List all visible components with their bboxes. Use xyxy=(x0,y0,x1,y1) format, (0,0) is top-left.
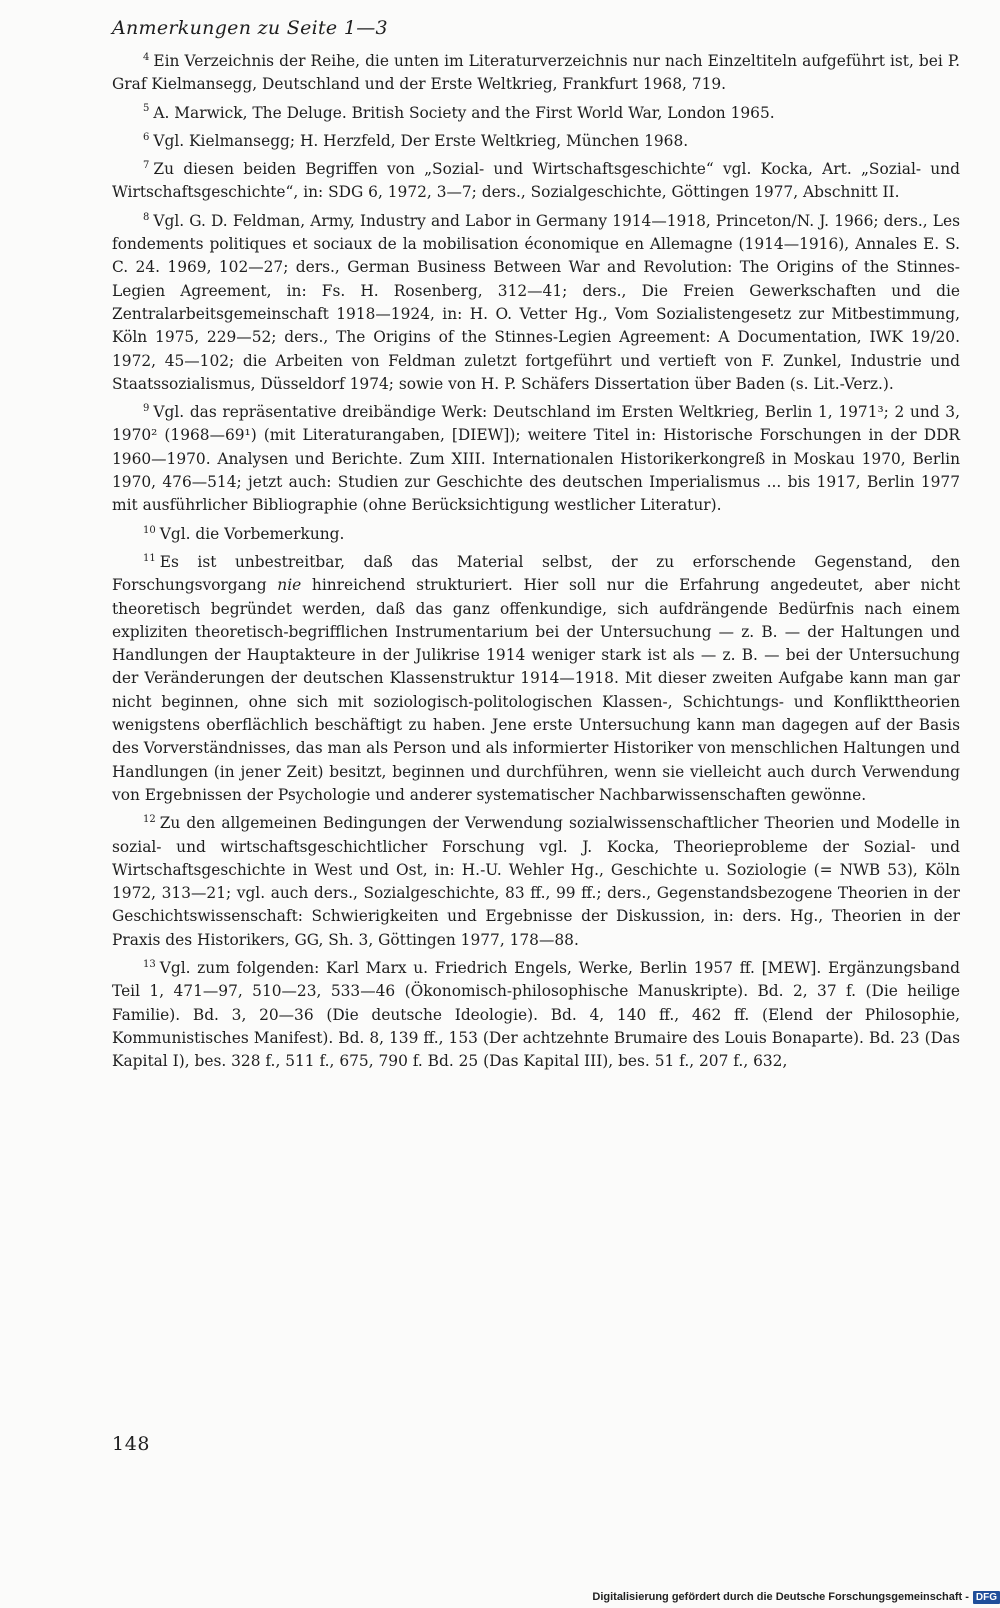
page-body xyxy=(112,14,960,1078)
footnote xyxy=(112,551,960,807)
digitization-credit xyxy=(592,1586,1000,1608)
footnote-number: 9 xyxy=(143,403,150,415)
footnote-text: A. Marwick, The Deluge. British Society and the First World War, London 1965. xyxy=(153,103,775,122)
footnote-text: Zu diesen beiden Begriffen von „Sozial- und Wirtschaftsgeschichte“ vgl. Kocka, Art. „Sozial- und Wirtschaftsgeschichte“, in: SDG 6, 1972, 3—7; ders., Sozialgeschichte, Göttingen 1977, Abschnitt II. xyxy=(112,160,960,202)
running-head: Anmerkungen zu Seite 1—3 xyxy=(112,17,388,39)
footnote xyxy=(112,401,960,517)
footnote-text: Ein Verzeichnis der Reihe, die unten im Literaturverzeichnis nur nach Einzeltiteln aufgeführt ist, bei P. Graf Kielmansegg, Deutschland und der Erste Weltkrieg, Frankfurt 1968, 719. xyxy=(112,52,960,94)
footnote-emphasis: nie xyxy=(277,576,302,595)
footnote-text: Vgl. zum folgenden: Karl Marx u. Friedrich Engels, Werke, Berlin 1957 ff. [MEW]. Ergänzungsband Teil 1, 471—97, 510—23, 533—46 (Ökonomisch-philosophische Manuskripte). Bd. 2, 37 f. (Die heilige Familie). Bd. 3, 20—36 (Die deutsche Ideologie). Bd. 4, 140 ff., 462 ff. (Elend der Philosophie, Kommunistisches Manifest). Bd. 8, 139 ff., 153 (Der achtzehnte Brumaire des Louis Bonaparte). Bd. 23 (Das Kapital I), bes. 328 f., 511 f., 675, 790 f. Bd. 25 (Das Kapital III), bes. 51 f., 207 f., 632, xyxy=(112,958,960,1071)
footnote-text: Vgl. G. D. Feldman, Army, Industry and Labor in Germany 1914—1918, Princeton/N. J. 1966; ders., Les fondements politiques et sociaux de la mobilisation économique en Allemagne (1914—1916), Annales E. S. C. 24. 1969, 102—27; ders., German Business Between War and Revolution: The Origins of the Stinnes-Legien Agreement, in: Fs. H. Rosenberg, 312—41; ders., Die Freien Gewerkschaften und die Zentralarbeitsgemeinschaft 1918—1924, in: H. O. Vetter Hg., Vom Sozialistengesetz zur Mitbestimmung, Köln 1975, 229—52; ders., The Origins of the Stinnes-Legien Agreement: A Documentation, IWK 19/20. 1972, 45—102; die Arbeiten von Feldman zuletzt fortgeführt und vertieft von F. Zunkel, Industrie und Staatssozialismus, Düsseldorf 1974; sowie von H. P. Schäfers Dissertation über Baden (s. Lit.-Verz.). xyxy=(112,211,960,393)
footnote xyxy=(112,812,960,952)
footnote-number: 10 xyxy=(143,524,156,536)
footnote xyxy=(112,102,960,125)
footnote-number: 12 xyxy=(143,814,156,826)
footnote xyxy=(112,158,960,205)
footnote xyxy=(112,210,960,396)
footnote-number: 8 xyxy=(143,211,150,223)
footnote-number: 4 xyxy=(143,51,150,63)
funding-note: Digitalisierung gefördert durch die Deutsche Forschungsgemeinschaft - xyxy=(592,1591,969,1603)
footnote xyxy=(112,957,960,1073)
footnote-number: 7 xyxy=(143,160,150,172)
footnote-number: 6 xyxy=(143,131,150,143)
footnote-text: Vgl. das repräsentative dreibändige Werk: Deutschland im Ersten Weltkrieg, Berlin 1, 1971³; 2 und 3, 1970² (1968—69¹) (mit Literaturangaben, [DIEW]); weitere Titel in: Historische Forschungen in der DDR 1960—1970. Analysen und Berichte. Zum XIII. Internationalen Historikerkongreß in Moskau 1970, Berlin 1970, 476—514; jetzt auch: Studien zur Geschichte des deutschen Imperialismus ... bis 1917, Berlin 1977 mit ausführlicher Bibliographie (ohne Berücksichtigung westlicher Literatur). xyxy=(112,403,960,515)
dfg-logo: DFG xyxy=(973,1591,1000,1604)
footnote-number: 5 xyxy=(143,103,150,115)
footnote-text: Vgl. Kielmansegg; H. Herzfeld, Der Erste Weltkrieg, München 1968. xyxy=(153,131,689,150)
footnote-number: 13 xyxy=(143,958,156,970)
footnote-text: Es ist unbestreitbar, daß das Material selbst, der zu erforschende Gegenstand, den Forschungsvorgang xyxy=(112,552,960,595)
footnote-text: Vgl. die Vorbemerkung. xyxy=(159,524,345,543)
footnote-number: 11 xyxy=(143,552,156,564)
footnotes xyxy=(112,50,960,1073)
page-number: 148 xyxy=(112,1433,151,1455)
footnote-text: Zu den allgemeinen Bedingungen der Verwendung sozialwissenschaftlicher Theorien und Modelle in sozial- und wirtschaftsgeschichtlicher Forschung vgl. J. Kocka, Theorieprobleme der Sozial- und Wirtschaftsgeschichte in West und Ost, in: H.-U. Wehler Hg., Geschichte u. Soziologie (= NWB 53), Köln 1972, 313—21; vgl. auch ders., Sozialgeschichte, 83 ff., 99 ff.; ders., Gegenstandsbezogene Theorien in der Geschichtswissenschaft: Schwierigkeiten und Ergebnisse der Diskussion, in: ders. Hg., Theorien in der Praxis des Historikers, GG, Sh. 3, Göttingen 1977, 178—88. xyxy=(112,814,960,949)
footnote xyxy=(112,50,960,97)
footnote-text: hinreichend strukturiert. Hier soll nur die Erfahrung angedeutet, aber nicht theoretisch begründet werden, daß das ganz offenkundige, sich aufdrängende Bedürfnis nach einem expliziten theoretisch-begrifflichen Instrumentarium bei der Untersuchung — z. B. — der Haltungen und Handlungen der Hauptakteure in der Julikrise 1914 weniger stark ist als — z. B. — bei der Untersuchung der Veränderungen der deutschen Klassenstruktur 1914—1918. Mit dieser zweiten Aufgabe kann man gar nicht beginnen, ohne sich mit soziologisch-politologischen Klassen-, Schichtungs- und Konflikttheorien wenigstens oberflächlich beschäftigt zu haben. Jene erste Untersuchung kann man dagegen auf der Basis des Vorverständnisses, das man als Person und als informierter Historiker von menschlichen Haltungen und Handlungen (in jener Zeit) besitzt, beginnen und durchführen, wenn sie vielleicht auch durch Verwendung von Ergebnissen der Psychologie und anderer systematischer Nachbarwissenschaften gewönne. xyxy=(112,576,961,804)
footnote xyxy=(112,130,960,153)
footnote xyxy=(112,523,960,546)
